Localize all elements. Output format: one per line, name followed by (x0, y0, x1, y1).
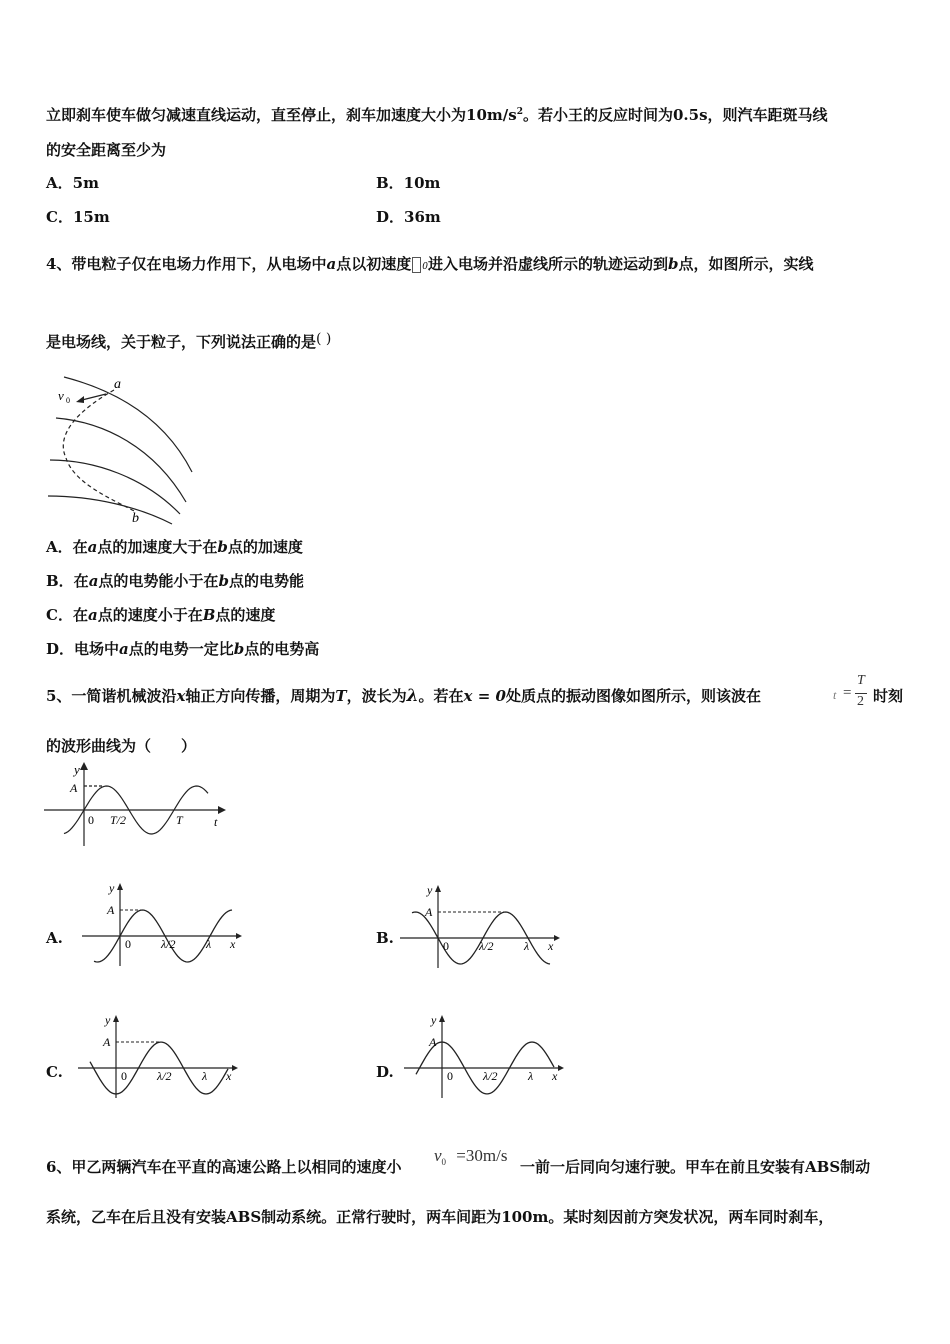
label-lambda-half: λ/2 (479, 939, 494, 953)
field-line (56, 418, 186, 502)
text: 轴正方向传播，周期为 (185, 687, 336, 705)
t-equals-T-over-2 (833, 675, 873, 715)
lambda: λ (406, 686, 419, 706)
q4-option-c (46, 605, 275, 625)
q4-option-a (46, 537, 303, 557)
label-a: a (114, 377, 121, 392)
y-arrow (80, 762, 88, 770)
text: 点的加速度大于在 (97, 538, 218, 556)
q3-option-c: C．15m (46, 208, 110, 226)
label-lambda-half: λ/2 (483, 1069, 498, 1083)
reaction-time: 0.5s (672, 106, 708, 124)
label-y: y (74, 762, 80, 777)
equation: x = 0 (463, 687, 506, 705)
text: 点的电势一定比 (128, 640, 234, 658)
answer-paren: ( ) (316, 331, 332, 347)
y-arrow (435, 885, 441, 892)
text: 进入电场并沿虚线所示的轨迹运动到 (427, 255, 668, 273)
q6-line-1-cont (520, 1157, 870, 1177)
label-lambda: λ (202, 1069, 208, 1083)
text: 5、一简谐机械波沿 (46, 687, 177, 705)
wave-option-b (400, 882, 565, 972)
q3-option-b: B．10m (376, 174, 441, 192)
label-0: 0 (447, 1069, 453, 1083)
equals: = (843, 685, 852, 701)
t-var: t (833, 688, 837, 702)
text: 系统，乙车在后且没有安装 (46, 1208, 227, 1226)
text: 点的电势能小于在 (98, 572, 219, 590)
text: 是电场线，关于粒子，下列说法正确的是 (46, 333, 317, 351)
q4-line-1 (46, 254, 813, 277)
q6-line-1 (46, 1157, 401, 1177)
text: 点，如图所示，实线 (678, 255, 814, 273)
q3-option-d: D．36m (376, 208, 441, 226)
frac-den: 2 (857, 694, 864, 709)
v0-subscript: 0 (422, 262, 428, 272)
text: 点的速度小于在 (97, 606, 203, 624)
text: 制动系统。正常行驶时，两车间距为 (261, 1208, 502, 1226)
q6-line-2 (46, 1207, 833, 1227)
label-y: y (431, 1013, 437, 1027)
label-b: b (132, 511, 139, 526)
label-lambda: λ (528, 1069, 534, 1083)
x-arrow (236, 933, 242, 939)
q5-option-c-label: C. (46, 1063, 63, 1081)
label-A: A (429, 1035, 437, 1049)
field-line (48, 496, 172, 524)
frac-num: T (857, 673, 865, 688)
var-x: x (176, 687, 186, 705)
q3-line-2: 的安全距离至少为 (46, 141, 167, 159)
var: b (218, 572, 229, 590)
label-y: y (105, 1013, 111, 1027)
var: a (119, 640, 129, 658)
var: b (233, 640, 245, 658)
label-A: A (70, 781, 78, 795)
q4-option-b (46, 571, 304, 591)
label-T2: T/2 (110, 813, 127, 827)
text: ，则汽车距斑马线 (707, 106, 828, 124)
missing-glyph-box (412, 257, 421, 273)
label-t: t (214, 815, 218, 829)
q5-line-2: 的波形曲线为（ ） (46, 737, 197, 755)
text: 处质点的振动图像如图所示，则该波在 (505, 687, 761, 705)
text: 点的电势能 (228, 572, 304, 590)
abs: ABS (226, 1208, 262, 1226)
var: B (202, 606, 216, 624)
v-var: v (434, 1146, 442, 1165)
var: a (87, 538, 98, 556)
wave-option-a (82, 880, 242, 970)
label-x: x (552, 1069, 558, 1083)
v-value: =30m/s (456, 1146, 508, 1165)
q3-line-1 (46, 102, 828, 125)
var: a (87, 606, 98, 624)
var: b (217, 538, 228, 556)
label-lambda: λ (524, 939, 530, 953)
text: 6、甲乙两辆汽车在平直的高速公路上以相同的速度小 (46, 1158, 402, 1176)
y-arrow (113, 1015, 119, 1022)
accel-value: 10m/s (466, 106, 517, 124)
text: 一前一后同向匀速行驶。甲车在前且安装有 (520, 1158, 806, 1176)
y-arrow (117, 883, 123, 890)
label-lambda: λ (206, 937, 212, 951)
q4-line-2 (46, 329, 331, 352)
vibration-graph (44, 760, 228, 850)
text: 立即刹车使车做匀减速直线运动，直至停止，刹车加速度大小为 (46, 106, 467, 124)
text: 。某时刻因前方突发状况，两车同时刹车， (548, 1208, 834, 1226)
label-0: 0 (121, 1069, 127, 1083)
var-a: a (326, 255, 337, 273)
abs: ABS (805, 1158, 841, 1176)
field-line (64, 377, 192, 472)
text: 点以初速度 (336, 255, 412, 273)
q5-line-1-end: 时刻 (873, 687, 904, 705)
text: 。若小王的反应时间为 (522, 106, 673, 124)
velocity-arrow (82, 394, 106, 400)
label-lambda-half: λ/2 (157, 1069, 172, 1083)
x-arrow (232, 1065, 238, 1071)
label-y: y (427, 883, 433, 897)
wave-option-c (78, 1012, 238, 1104)
q4-option-d (46, 639, 319, 659)
q5-line-1 (46, 686, 761, 706)
label-0: 0 (125, 937, 131, 951)
label-A: A (107, 903, 115, 917)
var-b: b (667, 255, 679, 273)
text: 制动 (840, 1158, 871, 1176)
q5-option-a-label: A. (46, 929, 63, 947)
v-sub: 0 (441, 1157, 447, 1167)
text: C．在 (46, 606, 88, 624)
label-0: 0 (443, 939, 449, 953)
label-lambda-half: λ/2 (161, 937, 176, 951)
label-v: v (58, 388, 64, 403)
y-arrow (439, 1015, 445, 1022)
x-arrow (554, 935, 560, 941)
var-T: T (335, 687, 347, 705)
label-x: x (548, 939, 554, 953)
text: B．在 (46, 572, 89, 590)
text: 4、带电粒子仅在电场力作用下，从电场中 (46, 255, 327, 273)
trajectory-dashed (63, 390, 136, 512)
text: ，波长为 (346, 687, 407, 705)
distance: 100m (501, 1208, 549, 1226)
label-A: A (103, 1035, 111, 1049)
text: 。若在 (418, 687, 464, 705)
text: 点的加速度 (227, 538, 303, 556)
label-A: A (425, 905, 433, 919)
text: 点的电势高 (244, 640, 320, 658)
label-y: y (109, 881, 115, 895)
label-T: T (176, 813, 183, 827)
q5-option-b-label: B. (376, 929, 394, 947)
superscript: 2 (516, 107, 523, 117)
arrowhead (76, 396, 84, 403)
wave-option-d (404, 1012, 569, 1104)
text: A．在 (46, 538, 88, 556)
q5-option-d-label: D. (376, 1063, 394, 1081)
q3-option-a: A．5m (46, 174, 99, 192)
label-v-sub: 0 (66, 396, 70, 405)
label-x: x (230, 937, 236, 951)
t-arrow (218, 806, 226, 814)
label-x: x (226, 1069, 232, 1083)
text: 点的速度 (215, 606, 276, 624)
text: D．电场中 (46, 640, 120, 658)
electric-field-figure (44, 372, 204, 527)
v0-formula (434, 1146, 507, 1167)
x-arrow (558, 1065, 564, 1071)
var: a (88, 572, 99, 590)
label-0: 0 (88, 813, 94, 827)
